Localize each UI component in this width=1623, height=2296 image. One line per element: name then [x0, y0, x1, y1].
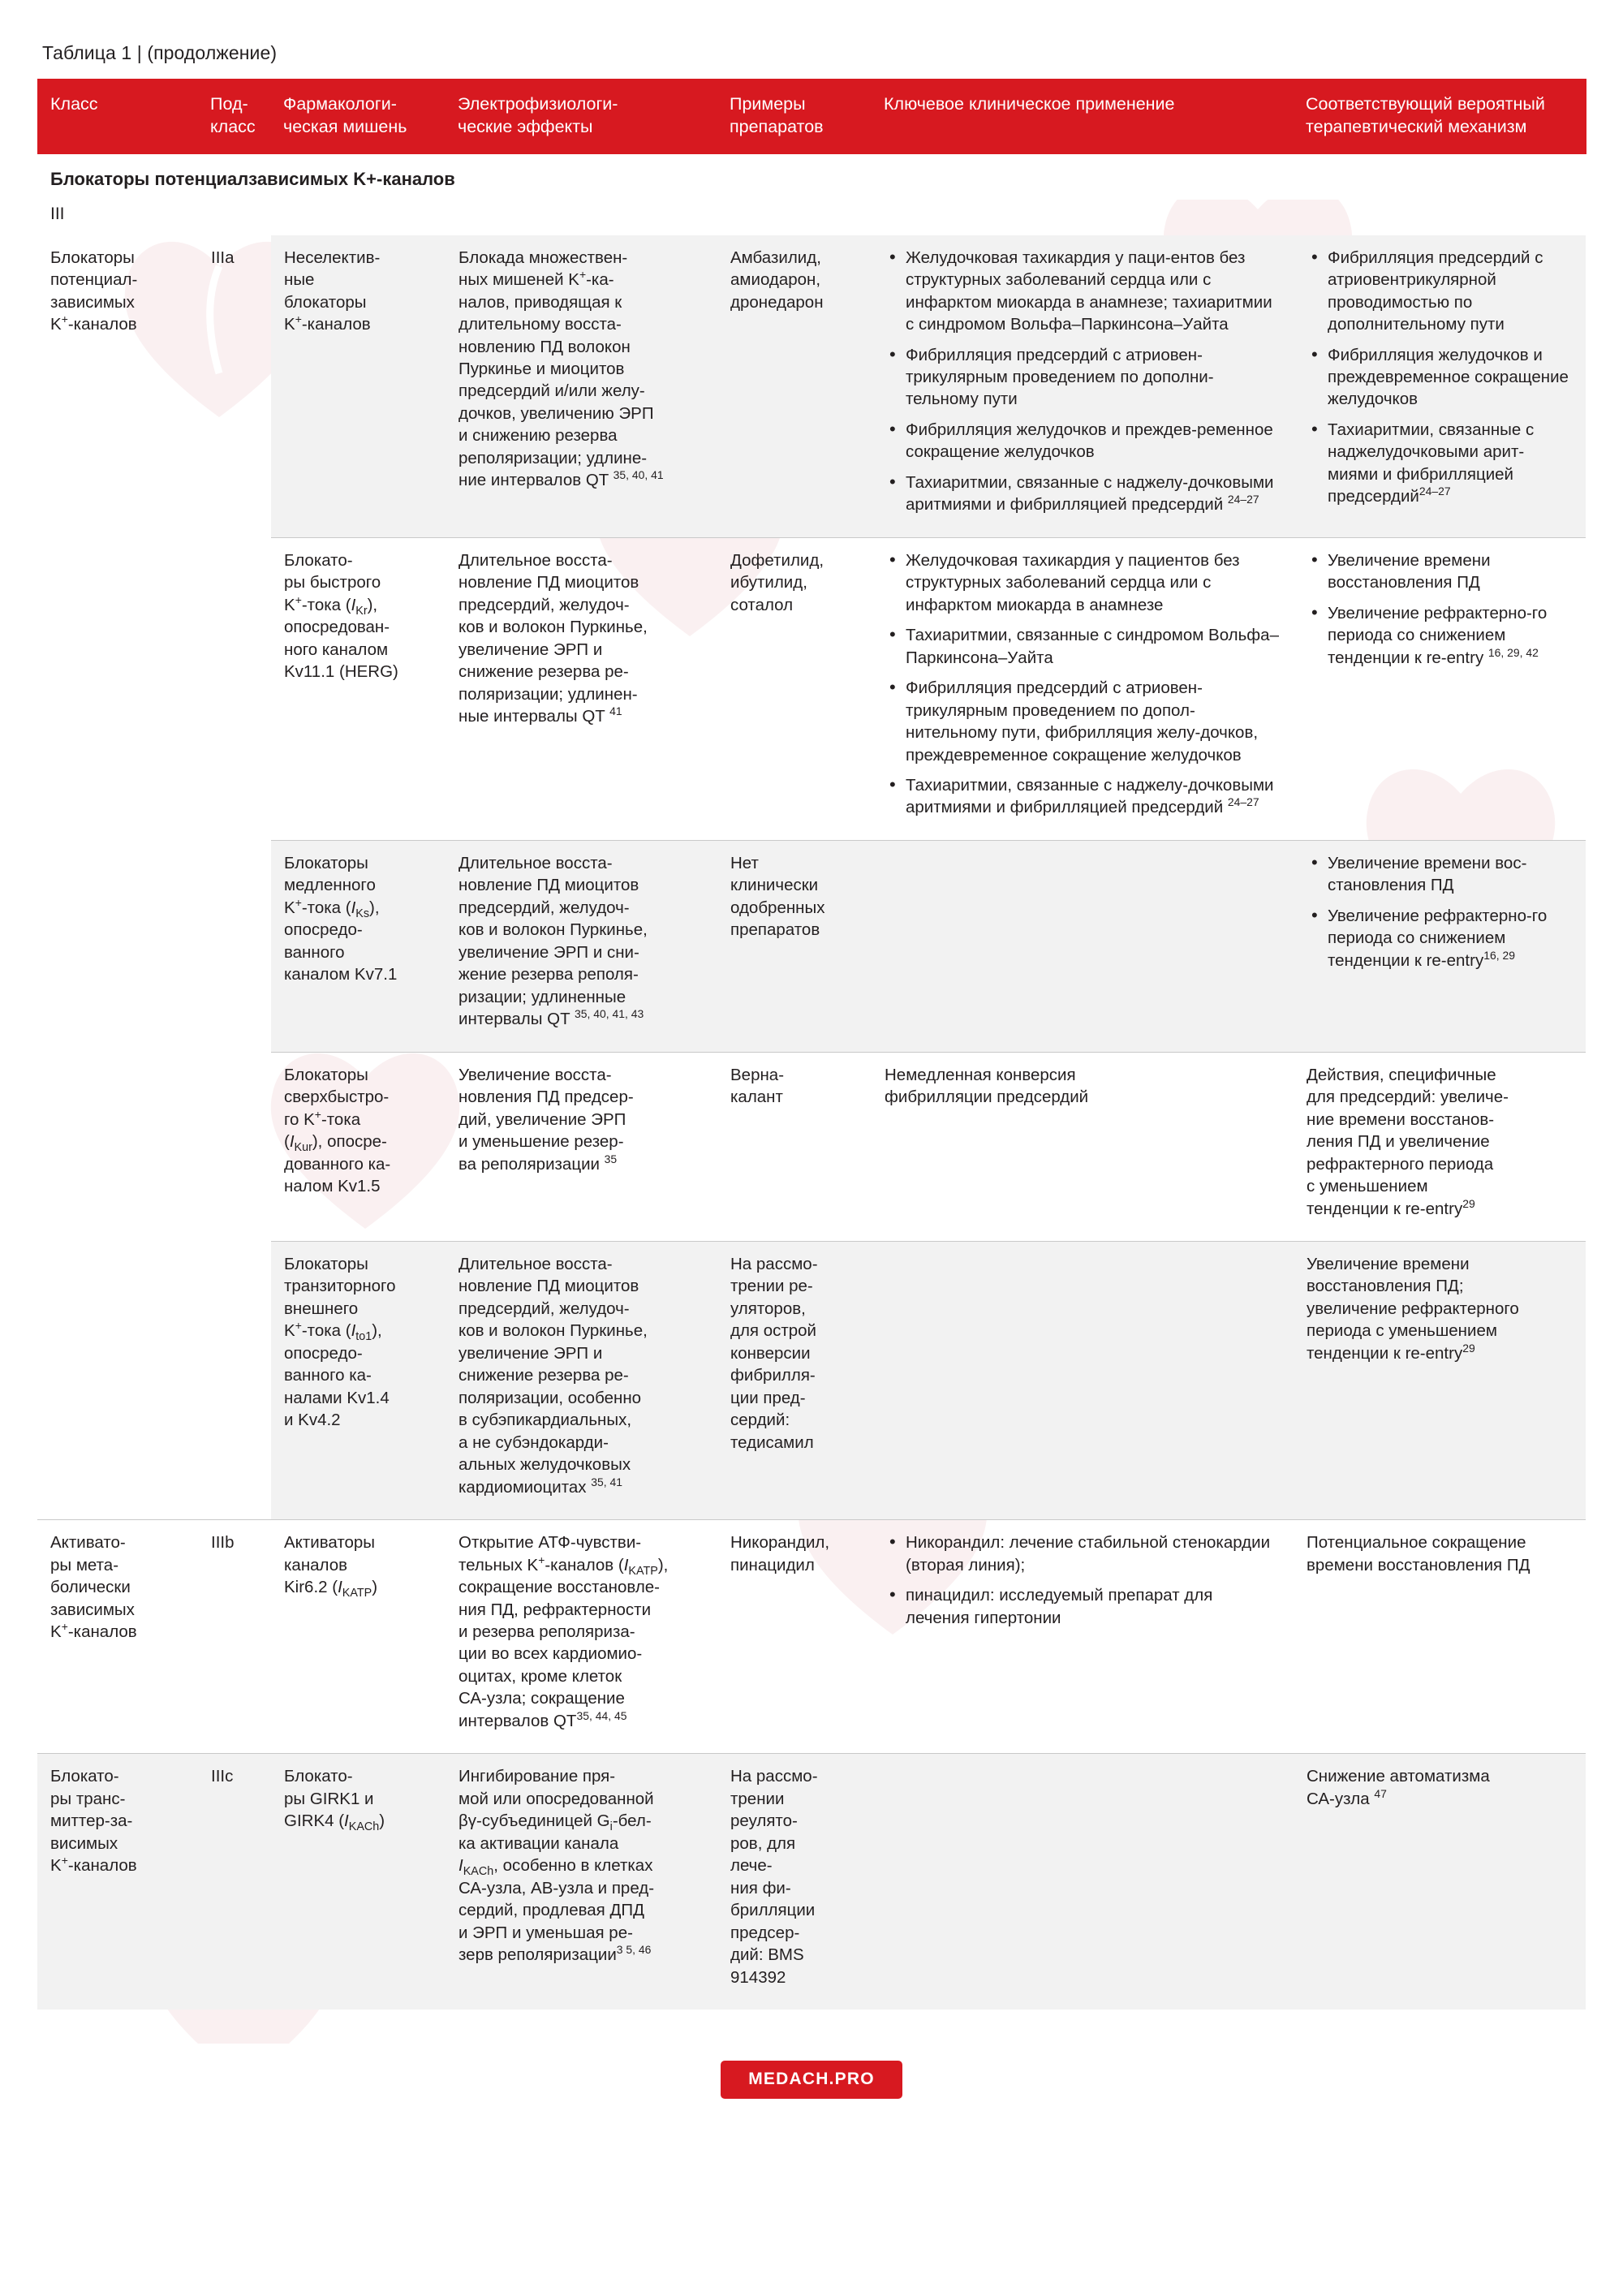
- section-band-row: [37, 154, 1586, 199]
- list-item: • Фибрилляция предсердий с атриовен-трикулярным проведением по дополни-тельному пути: [906, 344, 1281, 411]
- cell-clinical: [872, 537, 1294, 840]
- list-item: • Тахиаритмии, связанные с синдромом Вольфа–Паркинсона–Уайта: [906, 624, 1281, 669]
- cell-target: Активаторы каналов Kir6.2 $(I_{KATP})$: [271, 1520, 446, 1754]
- list-item: • Фибрилляция желудочков и преждевременное сокращение желудочков: [1328, 344, 1573, 411]
- cell-effects: Ингибирование пря- мой или опосредованной βγ-субъединицей $G_i-бел-$ ка активации канала $I_{KACh}$, особенно в клетках СА-узла, АВ-узла и пред- сердий, продлевая ДПД и ЭРП и уменьшая ре- зерв реполяризации$^{3 5, 46}$: [446, 1754, 717, 2010]
- cell-subclass: IIIa: [211, 248, 235, 267]
- cell-mechanism: Увеличение времени восстановления ПД; увеличение рефрактерного периода с уменьшением тенденции к re-entry$^{29}$: [1294, 1241, 1586, 1519]
- cell-effects: Длительное восста- новление ПД миоцитов предсердий, желудоч- ков и волокон Пуркинье, увеличение ЭРП и снижение резерва ре- поляризации; удлинен- ные интервалы QT $^{41}$: [446, 537, 717, 840]
- page-footer: [0, 2044, 1623, 2107]
- list-item: • Желудочковая тахикардия у паци-ентов без структурных заболеваний сердца или с инфарктом миокарда в анамнезе; тахиаритмии с синдромом Вольфа–Паркинсона–Уайта: [906, 247, 1281, 336]
- list-item: • Увеличение рефрактерно-го периода со снижением тенденции к re-entry $^{16, 29, 42}$: [1328, 602, 1573, 669]
- cell-subclass: IIIc: [198, 1754, 271, 2010]
- cell-mechanism: Действия, специфичные для предсердий: увеличе- ние времени восстанов- ления ПД и увеличение рефрактерного периода с уменьшением тенденции к re-entry$^{29}$: [1294, 1052, 1586, 1241]
- cell-target: Блокато- ры GIRK1 и GIRK4 $(I_{KACh})$: [271, 1754, 446, 2010]
- table-header: [37, 79, 1586, 154]
- list-item: • Тахиаритмии, связанные с наджелу-дочковыми аритмиями и фибрилляцией предсердий $^{24-27}$: [906, 774, 1281, 819]
- cell-mechanism: [1294, 235, 1586, 538]
- cell-clinical: [872, 1754, 1294, 2010]
- cell-subclass: IIIb: [198, 1520, 271, 1754]
- header-drugs: Примеры препаратов: [717, 79, 872, 154]
- table-caption: Таблица 1 | (продолжение): [42, 42, 278, 63]
- cell-clinical: Немедленная конверсия фибрилляции предсердий: [872, 1052, 1294, 1241]
- cell-drugs: Верна- калант: [717, 1052, 872, 1241]
- cell-clinical: [872, 840, 1294, 1052]
- cell-effects: Увеличение восста- новления ПД предсер- дий, увеличение ЭРП и уменьшение резер- ва реполяризации $^{35}$: [446, 1052, 717, 1241]
- list-item: • Фибрилляция предсердий с атриовен-трикулярным проведением по допол-нительному пути, фибрилляция желу-дочков, преждевременное сокращение желудочков: [906, 677, 1281, 766]
- cell-class: Блокато- ры транс- миттер-за- висимых K+-каналов: [37, 1754, 198, 2010]
- cell-effects: Длительное восста- новление ПД миоцитов предсердий, желудоч- ков и волокон Пуркинье, увеличение ЭРП и сни- жение резерва реполя- ризации; удлиненные интервалы QT $^{35, 40, 41, 43}$: [446, 840, 717, 1052]
- roman-numeral-row: [37, 200, 1586, 235]
- header-target: Фармакологи- ческая мишень: [271, 79, 446, 154]
- cell-target: Блокаторы сверхбыстро- го K+-тока $(I_{Kur})$, опосре- дованного ка- налом Kv1.5: [271, 1052, 446, 1241]
- cell-target: Неселектив- ные блокаторы K+-каналов: [271, 235, 446, 538]
- list-item: • Увеличение рефрактерно-го периода со снижением тенденции к re-entry$^{16, 29}$: [1328, 905, 1573, 971]
- list-item: • Тахиаритмии, связанные с наджелудочковыми арит-миями и фибрилляцией предсердий$^{24-27}$: [1328, 419, 1573, 508]
- cell-effects: Открытие АТФ-чувстви- тельных K+-каналов $(I_{KATP})$, сокращение восстановле- ния ПД, рефрактерности и резерва реполяриза- ции во всех кардиомио- оцитах, кроме клеток СА-узла; сокращение интервалов QT$^{35, 44, 45}$: [446, 1520, 717, 1754]
- table-row: [37, 235, 1586, 538]
- list-item: • Тахиаритмии, связанные с наджелу-дочковыми аритмиями и фибрилляцией предсердий $^{24-27}$: [906, 472, 1281, 516]
- section-band-label: Блокаторы потенциалзависимых K+-каналов: [37, 154, 1586, 199]
- table-row: [37, 1520, 1586, 1754]
- cell-target: Блокаторы медленного K+-тока $(I_{Ks})$, опосредо- ванного каналом Kv7.1: [271, 840, 446, 1052]
- cell-clinical: [872, 235, 1294, 538]
- cell-drugs: На рассмо- трении ре- уляторов, для острой конверсии фибрилля- ции пред- сердий: тедисамил: [717, 1241, 872, 1519]
- cell-effects: Длительное восста- новление ПД миоцитов предсердий, желудоч- ков и волокон Пуркинье, увеличение ЭРП и снижение резерва ре- поляризации, особенно в субэпикардиальных, а не субэндокарди- альных желудочковых кардиомиоцитах $^{35, 41}$: [446, 1241, 717, 1519]
- cell-mechanism: Снижение автоматизма СА-узла $^{47}$: [1294, 1754, 1586, 2010]
- header-class: Класс: [37, 79, 198, 154]
- cell-target: Блокаторы транзиторного внешнего K+-тока $(I_{to1})$, опосредо- ванного ка- налами Kv1.4 и Kv4.2: [271, 1241, 446, 1519]
- list-item: • Фибрилляция предсердий с атриовентрикулярной проводимостью по дополнительному пути: [1328, 247, 1573, 336]
- cell-target: Блокато- ры быстрого K+-тока $(I_{Kr})$, опосредован- ного каналом Kv11.1 (HERG): [271, 537, 446, 840]
- cell-clinical: [872, 1520, 1294, 1754]
- list-item: • Увеличение времени восстановления ПД: [1328, 549, 1573, 594]
- list-item: • Никорандил: лечение стабильной стенокардии (вторая линия);: [906, 1531, 1281, 1576]
- list-item: • Фибрилляция желудочков и преждев-ременное сокращение желудочков: [906, 419, 1281, 463]
- list-item: • Увеличение времени вос-становления ПД: [1328, 852, 1573, 897]
- cell-effects: Блокада множествен- ных мишеней K+-ка- налов, приводящая к длительному восста- новлению ПД волокон Пуркинье и миоцитов предсердий и/или желу- дочков, увеличению ЭРП и снижению резерва реполяризации; удлине- ние интервалов QT $^{35, 40, 41}$: [446, 235, 717, 538]
- cell-clinical: [872, 1241, 1294, 1519]
- cell-drugs: Никорандил, пинацидил: [717, 1520, 872, 1754]
- header-mechanism: Соответствующий вероятный терапевтический механизм: [1294, 79, 1586, 154]
- cell-drugs: Дофетилид, ибутилид, соталол: [717, 537, 872, 840]
- header-subclass: Под- класс: [198, 79, 271, 154]
- cell-drugs: На рассмо- трении реулято- ров, для лече- ния фи- брилляции предсер- дий: BMS 914392: [717, 1754, 872, 2010]
- header-effects: Электрофизиологи- ческие эффекты: [446, 79, 717, 154]
- cell-drugs: Нет клинически одобренных препаратов: [717, 840, 872, 1052]
- cell-mechanism: [1294, 537, 1586, 840]
- header-clinical: Ключевое клиническое применение: [872, 79, 1294, 154]
- brand-badge[interactable]: MEDACH.PRO: [721, 2061, 902, 2099]
- cell-class: Блокаторы потенциал- зависимых K+-каналов: [50, 248, 138, 334]
- drug-class-table: [37, 79, 1586, 2010]
- roman-numeral-label: III: [50, 204, 65, 223]
- list-item: • пинацидил: исследуемый препарат для лечения гипертонии: [906, 1584, 1281, 1629]
- table-row: [37, 1754, 1586, 2010]
- cell-mechanism: [1294, 840, 1586, 1052]
- cell-drugs: Амбазилид, амиодарон, дронедарон: [717, 235, 872, 538]
- cell-class: Активато- ры мета- болически зависимых K+-каналов: [37, 1520, 198, 1754]
- list-item: • Желудочковая тахикардия у пациентов без структурных заболеваний сердца или с инфарктом миокарда в анамнезе: [906, 549, 1281, 616]
- cell-mechanism: Потенциальное сокращение времени восстановления ПД: [1294, 1520, 1586, 1754]
